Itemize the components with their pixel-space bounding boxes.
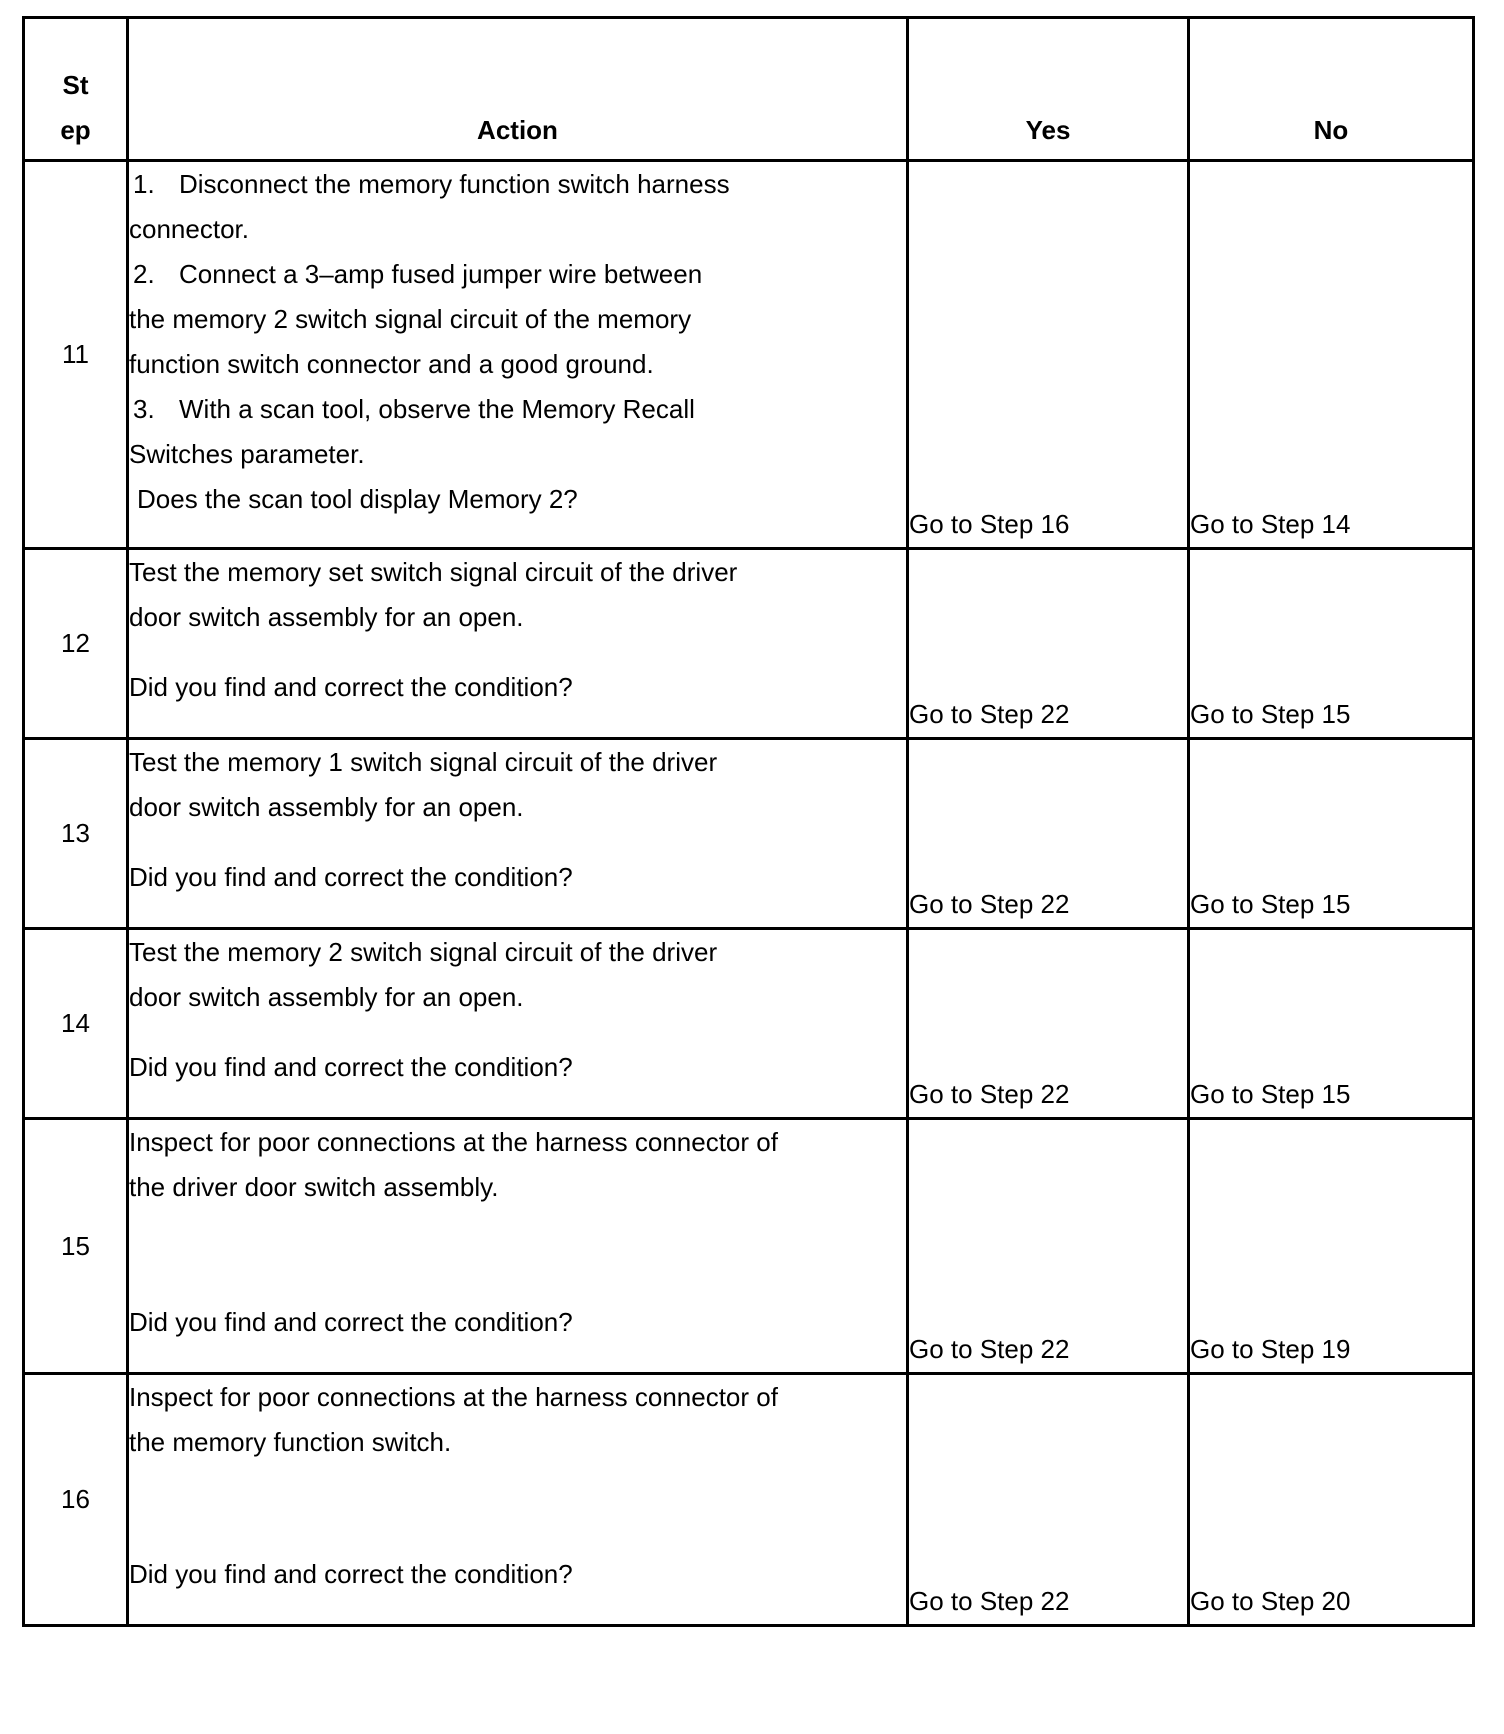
action-line: door switch assembly for an open. <box>129 982 524 1012</box>
no-header: No <box>1189 18 1474 161</box>
no-cell: Go to Step 20 <box>1189 1374 1474 1626</box>
no-cell: Go to Step 15 <box>1189 929 1474 1119</box>
no-cell: Go to Step 19 <box>1189 1119 1474 1374</box>
action-line: Inspect for poor connections at the harness connector of <box>129 1382 778 1412</box>
item-text: connector. <box>129 214 249 244</box>
yes-header: Yes <box>908 18 1189 161</box>
yes-cell: Go to Step 16 <box>908 161 1189 549</box>
action-cell <box>128 929 908 1119</box>
no-cell: Go to Step 15 <box>1189 739 1474 929</box>
step-header-line2: ep <box>60 115 91 145</box>
item-number: 3. <box>133 394 155 424</box>
action-question: Did you find and correct the condition? <box>129 672 573 702</box>
item-text: the memory 2 switch signal circuit of the memory <box>129 304 692 334</box>
action-line: Inspect for poor connections at the harness connector of <box>129 1127 778 1157</box>
action-header: Action <box>128 18 908 161</box>
table-row <box>24 1374 1474 1626</box>
action-question: Did you find and correct the condition? <box>129 862 573 892</box>
step-number: 12 <box>24 549 128 739</box>
action-cell <box>128 1119 908 1374</box>
no-cell: Go to Step 14 <box>1189 161 1474 549</box>
step-number: 13 <box>24 739 128 929</box>
action-line: Test the memory set switch signal circuit of the driver <box>129 557 738 587</box>
item-number: 1. <box>133 169 155 199</box>
action-cell <box>128 161 908 549</box>
action-question: Did you find and correct the condition? <box>129 1559 573 1589</box>
table-row <box>24 549 1474 739</box>
item-text: Disconnect the memory function switch harness <box>179 169 730 199</box>
item-text: With a scan tool, observe the Memory Recall <box>179 394 695 424</box>
action-line <box>129 297 906 342</box>
table-row <box>24 1119 1474 1374</box>
action-text <box>129 930 906 1020</box>
action-line <box>129 342 906 387</box>
action-text <box>129 550 906 640</box>
no-cell: Go to Step 15 <box>1189 549 1474 739</box>
step-number: 11 <box>24 161 128 549</box>
table-row <box>24 161 1474 549</box>
action-question: Does the scan tool display Memory 2? <box>137 484 578 514</box>
action-text <box>129 1375 906 1465</box>
step-number: 14 <box>24 929 128 1119</box>
action-line <box>129 207 906 252</box>
action-question: Did you find and correct the condition? <box>129 1307 573 1337</box>
action-line: the memory function switch. <box>129 1427 452 1457</box>
item-text: Switches parameter. <box>129 439 365 469</box>
header-row <box>24 18 1474 161</box>
item-text: Connect a 3–amp fused jumper wire between <box>179 259 703 289</box>
action-text <box>129 1120 906 1210</box>
table-row <box>24 929 1474 1119</box>
action-line: Test the memory 1 switch signal circuit of the driver <box>129 747 718 777</box>
yes-cell: Go to Step 22 <box>908 929 1189 1119</box>
item-number: 2. <box>133 259 155 289</box>
diagnostic-table <box>22 16 1475 1627</box>
table-row <box>24 739 1474 929</box>
step-number: 16 <box>24 1374 128 1626</box>
yes-cell: Go to Step 22 <box>908 549 1189 739</box>
action-line: door switch assembly for an open. <box>129 792 524 822</box>
action-line <box>129 432 906 477</box>
step-header-line1: St <box>62 70 89 100</box>
action-cell <box>128 739 908 929</box>
step-header <box>24 18 128 161</box>
action-line <box>129 162 906 207</box>
action-steps <box>129 162 906 477</box>
action-line: the driver door switch assembly. <box>129 1172 499 1202</box>
yes-cell: Go to Step 22 <box>908 1119 1189 1374</box>
action-line: Test the memory 2 switch signal circuit of the driver <box>129 937 718 967</box>
step-number: 15 <box>24 1119 128 1374</box>
action-line <box>129 387 906 432</box>
action-cell <box>128 549 908 739</box>
action-line <box>129 252 906 297</box>
action-text <box>129 740 906 830</box>
yes-cell: Go to Step 22 <box>908 739 1189 929</box>
item-text: function switch connector and a good ground. <box>129 349 654 379</box>
yes-cell: Go to Step 22 <box>908 1374 1189 1626</box>
action-question: Did you find and correct the condition? <box>129 1052 573 1082</box>
action-line: door switch assembly for an open. <box>129 602 524 632</box>
action-cell <box>128 1374 908 1626</box>
